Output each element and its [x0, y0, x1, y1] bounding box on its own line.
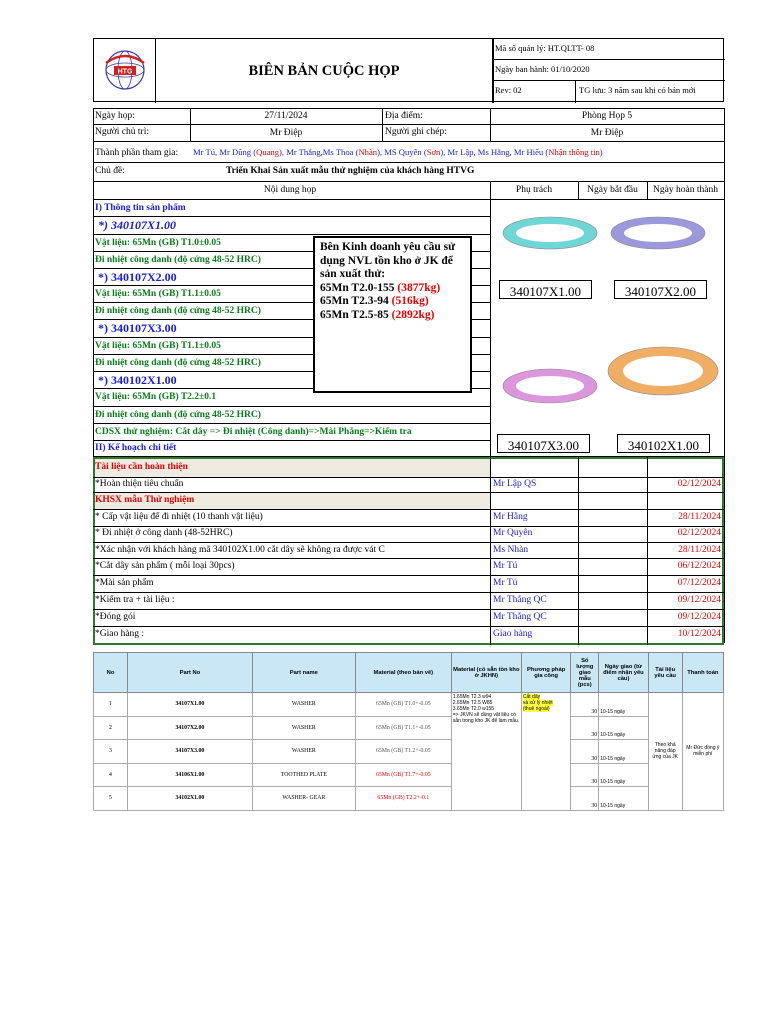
trial-owner: Giao hàng	[493, 629, 533, 639]
doc-code: Mã số quản lý: HT.QLTT- 08	[493, 39, 725, 60]
trial-owner: Mr Tú	[493, 561, 518, 571]
cell-lead: 10-15 ngày	[599, 716, 648, 740]
doc-group-title: Tài liệu cần hoàn thiện	[95, 462, 188, 472]
image-label-1: 340107X1.00	[499, 280, 592, 299]
cell-part-no: 34106X1.00	[128, 763, 253, 787]
product-heat-3: Đi nhiệt công danh (độ cứng 48-52 HRC)	[95, 358, 261, 368]
product-heat-4: Đi nhiệt công danh (độ cứng 48-52 HRC)	[95, 410, 261, 420]
cell-part-name: WASHER	[252, 740, 355, 764]
trial-task: *Đóng gói	[95, 612, 136, 622]
th-no: No	[94, 653, 128, 693]
note-line-1: 65Mn T2.0-155 (3877kg)	[320, 281, 441, 294]
revision-cell	[493, 81, 725, 103]
trial-finish: 09/12/2024	[677, 595, 721, 605]
cell-qty: 30	[571, 740, 599, 764]
trial-task: *Kiểm tra + tài liệu :	[95, 595, 175, 605]
cell-no: 5	[94, 787, 128, 811]
trial-finish: 09/12/2024	[677, 612, 721, 622]
col-owner: Phụ trách	[515, 185, 553, 195]
col-finish: Ngày hoàn thành	[653, 185, 718, 195]
table-row	[94, 740, 724, 764]
cell-qty: 30	[571, 693, 599, 717]
image-label-4: 340102X1.00	[617, 434, 710, 453]
cell-payment: Mr Đức đồng ý miễn phí	[682, 693, 723, 811]
cell-no: 1	[94, 693, 128, 717]
company-logo	[94, 39, 156, 103]
th-material: Material (theo bản vẽ)	[355, 653, 451, 693]
topic-value: Triển Khai Sản xuất mẫu thử nghiệm của khách hàng HTVG	[226, 166, 475, 176]
order-table-body	[94, 693, 724, 811]
product-code-2: *) 340107X2.00	[98, 270, 177, 284]
trial-task: * Cấp vật liệu để đi nhiệt (10 thanh vật liệu)	[95, 512, 263, 522]
cell-part-name: WASHER	[252, 716, 355, 740]
th-qty: Số lượng giao mẫu (pcs)	[571, 653, 599, 693]
th-delivery: Ngày giao (từ điểm nhận yêu cầu)	[599, 653, 648, 693]
cell-no: 2	[94, 716, 128, 740]
cell-no: 3	[94, 740, 128, 764]
cell-lead: 10-15 ngày	[599, 693, 648, 717]
sales-request-note	[313, 236, 472, 393]
product-material-3: Vật liệu: 65Mn (GB) T1.1±0.05	[95, 341, 221, 351]
trial-finish: 28/11/2024	[678, 512, 721, 522]
meeting-place-label: Địa điểm:	[385, 111, 423, 121]
product-material-1: Vật liệu: 65Mn (GB) T1.0±0.05	[95, 238, 221, 248]
cell-part-no: 34102X1.00	[128, 787, 253, 811]
trial-task: *Xác nhận với khách hàng mã 340102X1.00 cắt dây sẽ không ra được vát C	[95, 545, 385, 555]
trial-owner: Mr Quyên	[493, 528, 533, 538]
cell-qty: 30	[571, 763, 599, 787]
cell-lead: 10-15 ngày	[599, 763, 648, 787]
meeting-chair-label: Người chủ trì:	[95, 127, 149, 137]
cell-material: 65Mn (GB) T1.1+-0.05	[355, 716, 451, 740]
th-part-no: Part No	[128, 653, 253, 693]
cell-part-no: 34107X2.00	[128, 716, 253, 740]
cell-material: 65Mn (GB) T1.0+-0.05	[355, 693, 451, 717]
cell-material: 65Mn (GB) T1.2+-0.05	[355, 740, 451, 764]
note-line-2: 65Mn T2.3-94 (516kg)	[320, 295, 429, 308]
trial-finish: 02/12/2024	[677, 528, 721, 538]
trial-process: CDSX thử nghiệm: Cắt dây => Đi nhiệt (Công danh)=>Mài Phẳng=>Kiểm tra	[95, 427, 412, 437]
cell-part-name: WASHER- GEAR	[252, 787, 355, 811]
logo-text: HTG	[117, 68, 133, 76]
cell-qty: 30	[571, 716, 599, 740]
meeting-date-label: Ngày họp:	[95, 111, 135, 121]
table-row	[94, 763, 724, 787]
trial-owner: Mr Thắng QC	[493, 595, 547, 605]
trial-group-title: KHSX mẫu Thử nghiệm	[95, 495, 195, 505]
trial-task: * Đi nhiệt ở công danh (48-52HRC)	[95, 528, 233, 538]
product-code-3: *) 340107X3.00	[98, 321, 177, 335]
plan-section-title: II) Kế hoạch chi tiết	[95, 443, 177, 453]
sample-order-table	[93, 652, 724, 811]
product-material-2: Vật liệu: 65Mn (GB) T1.1±0.05	[95, 289, 221, 299]
cell-part-no: 34107X3.00	[128, 740, 253, 764]
cell-part-no: 34107X1.00	[128, 693, 253, 717]
th-payment: Thanh toán	[682, 653, 723, 693]
trial-task: *Giao hàng :	[95, 629, 145, 639]
retention: TG lưu: 3 năm sau khi có bản mới	[579, 85, 696, 95]
th-material-stock: Material (có sẵn tồn kho ở JKHN)	[451, 653, 521, 693]
trial-owner: Mr Thắng QC	[493, 612, 547, 622]
document-header	[93, 38, 724, 102]
cell-stock-note: 1.65Mn T2.3 w94 2.65Mn T2.5 W85 3.65Mn T2.0 w155 => JKVN sẽ dùng vật liệu có sẵn trong kho JK để làm mẫu.	[451, 693, 521, 811]
cell-lead: 10-15 ngày	[599, 787, 648, 811]
trial-finish: 10/12/2024	[677, 629, 721, 639]
th-part-name: Part name	[252, 653, 355, 693]
document-title: BIÊN BẢN CUỘC HỌP	[156, 39, 493, 103]
cell-no: 4	[94, 763, 128, 787]
table-row	[94, 693, 724, 717]
product-material-4: Vật liệu: 65Mn (GB) T2.2±0.1	[95, 392, 217, 402]
doc-owner-1: Mr Lập QS	[493, 479, 537, 489]
cell-lead: 10-15 ngày	[599, 740, 648, 764]
cell-part-name: TOOTHED PLATE	[252, 763, 355, 787]
product-section-title: I) Thông tin sản phẩm	[95, 203, 186, 213]
trial-owner: Ms Nhàn	[493, 545, 529, 555]
method-note: Cắt dây và xử lý nhiệt (thuê ngoài)	[522, 694, 553, 712]
cell-method	[521, 693, 570, 811]
image-label-2: 340107X2.00	[614, 280, 707, 299]
trial-task: *Cắt dây sản phẩm ( mỗi loại 30pcs)	[95, 561, 235, 571]
revision: Rev: 02	[495, 85, 522, 95]
cell-material: 65Mn (GB) T1.7+-0.05	[355, 763, 451, 787]
meeting-chair-value: Mr Điệp	[269, 128, 303, 138]
washer-image-3	[503, 369, 597, 403]
product-code-4: *) 340102X1.00	[98, 373, 177, 387]
cell-part-name: WASHER	[252, 693, 355, 717]
cell-docs: Theo khả năng đáp ứng của JK	[648, 693, 682, 811]
trial-owner: Mr Hằng	[493, 512, 528, 522]
trial-finish: 28/11/2024	[678, 545, 721, 555]
product-heat-2: Đi nhiệt công danh (độ cứng 48-52 HRC)	[95, 306, 261, 316]
trial-owner: Mr Tú	[493, 578, 518, 588]
meeting-recorder-label: Người ghi chép:	[385, 127, 447, 137]
washer-images	[500, 206, 724, 446]
washer-image-1	[503, 217, 597, 249]
topic-label: Chủ đề:	[95, 166, 125, 176]
issue-date: Ngày ban hành: 01/10/2020	[493, 60, 725, 81]
th-method: Phương pháp gia công	[521, 653, 570, 693]
meeting-recorder-value: Mr Điệp	[590, 128, 624, 138]
product-code-1: *) 340107X1.00	[98, 218, 176, 232]
image-label-3: 340107X3.00	[497, 434, 590, 453]
doc-task-1: *Hoàn thiện tiêu chuẩn	[95, 479, 184, 489]
note-intro: Bên Kinh doanh yêu cầu sử dụng NVL tồn kho ở JK để sản xuất thử:	[320, 241, 456, 281]
col-content: Nội dung họp	[263, 185, 317, 195]
attendees-value: Mr Tú, Mr Dũng (Quang), Mr Thắng,Ms Thoa (Nhàn), MS Quyên (Sơn), Mr Lập, Ms Hằng, Mr Hiếu (Nhận thông tin)	[193, 147, 603, 157]
meeting-place-value: Phòng Họp 5	[581, 111, 633, 121]
cell-qty: 30	[571, 787, 599, 811]
table-row	[94, 716, 724, 740]
meeting-date-value: 27/11/2024	[264, 111, 308, 121]
product-heat-1: Đi nhiệt công danh (độ cứng 48-52 HRC)	[95, 255, 261, 265]
table-row	[94, 787, 724, 811]
washer-image-4	[608, 347, 718, 395]
trial-finish: 06/12/2024	[677, 561, 721, 571]
trial-finish: 07/12/2024	[677, 578, 721, 588]
attendees-label: Thành phần tham gia:	[95, 148, 179, 158]
doc-finish-1: 02/12/2024	[677, 479, 721, 489]
note-line-3: 65Mn T2.5-85 (2892kg)	[320, 308, 435, 321]
cell-material: 65Mn (GB) T2.2+-0.1	[355, 787, 451, 811]
th-docs: Tài liệu yêu cầu	[648, 653, 682, 693]
washer-image-2	[611, 217, 705, 249]
col-start: Ngày bắt đầu	[587, 185, 638, 195]
trial-task: *Mài sản phẩm	[95, 578, 154, 588]
